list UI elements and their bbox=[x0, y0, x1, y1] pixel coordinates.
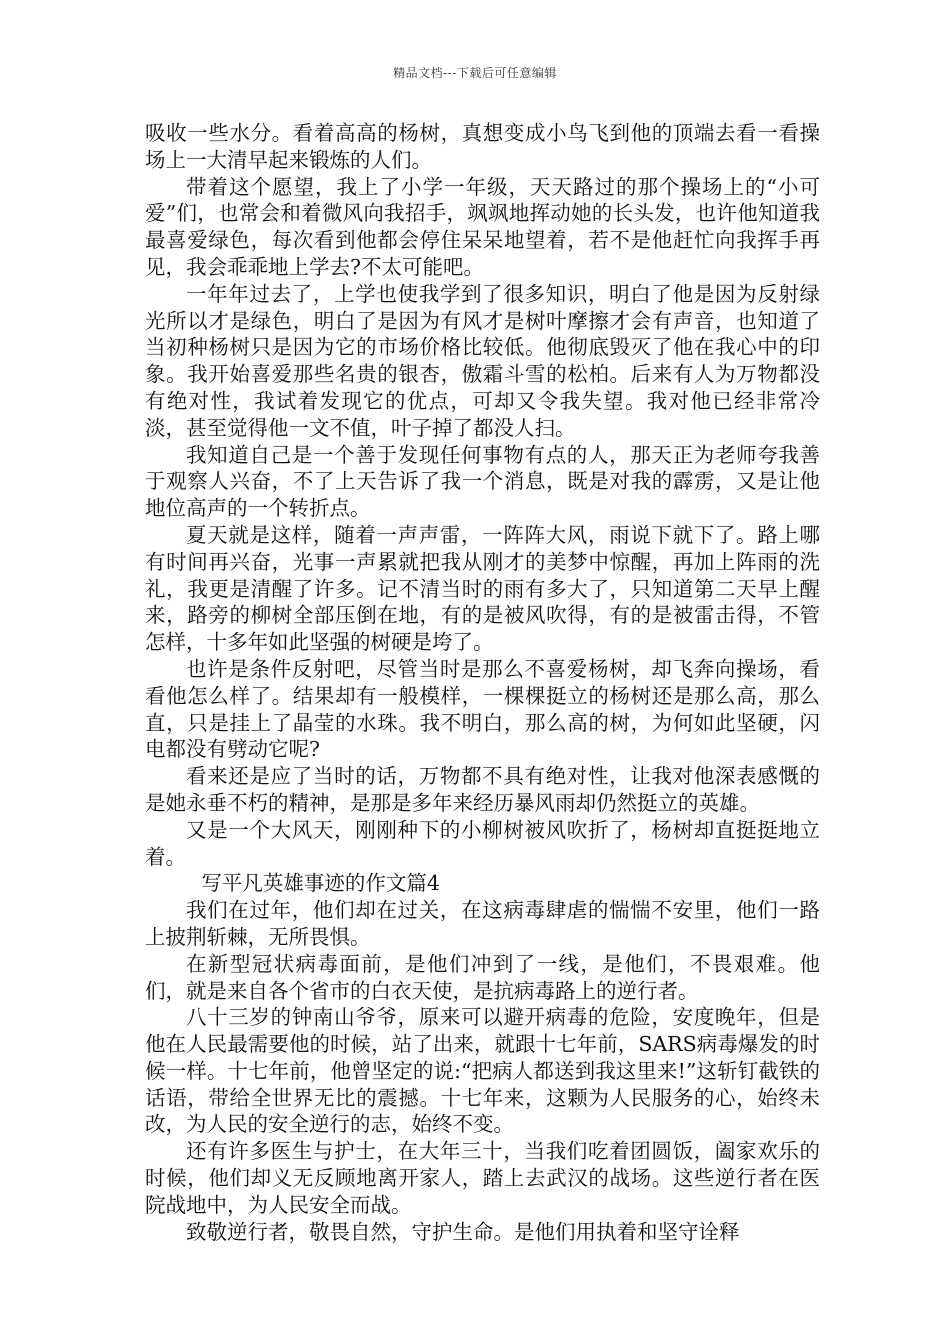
section-heading: 写平凡英雄事迹的作文篇4 bbox=[201, 871, 440, 896]
paragraph: 也许是条件反射吧，尽管当时是那么不喜爱杨树，却飞奔向操场，看看他怎么样了。结果却有一般模样，一棵棵挺立的杨树还是那么高，那么直，只是挂上了晶莹的水珠。我不明白，那么高的树，为何如此坚硬，闪电都没有劈动它呢? bbox=[145, 656, 820, 762]
paragraph: 吸收一些水分。看着高高的杨树，真想变成小鸟飞到他的顶端去看一看操场上一大清早起来锻炼的人们。 bbox=[145, 121, 820, 172]
document-body bbox=[145, 120, 820, 1245]
paragraph: 看来还是应了当时的话，万物都不具有绝对性，让我对他深表感慨的是她永垂不朽的精神，是那是多年来经历暴风雨却仍然挺立的英雄。 bbox=[145, 764, 820, 815]
paragraph: 还有许多医生与护士，在大年三十，当我们吃着团圆饭，阖家欢乐的时候，他们却义无反顾地离开家人，踏上去武汉的战场。这些逆行者在医院战地中，为人民安全而战。 bbox=[145, 1139, 820, 1217]
paragraph: 我知道自己是一个善于发现任何事物有点的人，那天正为老师夸我善于观察人兴奋，不了上天告诉了我一个消息，既是对我的霹雳，又是让他地位高声的一个转折点。 bbox=[145, 442, 820, 521]
paragraph: 夏天就是这样，随着一声声雷，一阵阵大风，雨说下就下了。路上哪有时间再兴奋，光事一声累就把我从刚才的美梦中惊醒，再加上阵雨的洗礼，我更是清醒了许多。记不清当时的雨有多大了，只知道第二天早上醒来，路旁的柳树全部压倒在地，有的是被风吹得，有的是被雷击得，不管怎样，十多年如此坚强的树硬是垮了。 bbox=[145, 522, 820, 655]
page-header: 精品文档---下载后可任意编辑 bbox=[393, 66, 557, 80]
paragraph: 致敬逆行者，敬畏自然，守护生命。是他们用执着和坚守诠释 bbox=[186, 1219, 740, 1244]
paragraph: 又是一个大风天，刚刚种下的小柳树被风吹折了，杨树却直挺挺地立着。 bbox=[145, 817, 820, 869]
paragraph: 我们在过年，他们却在过关，在这病毒肆虐的惴惴不安里，他们一路上披荆斩棘，无所畏惧。 bbox=[145, 898, 820, 949]
paragraph: 带着这个愿望，我上了小学一年级，天天路过的那个操场上的“小可爱”们，也常会和着微风向我招手，飒飒地挥动她的长头发，也许他知道我最喜爱绿色，每次看到他都会停住呆呆地望着，若不是他赶忙向我挥手再见，我会乖乖地上学去?不太可能吧。 bbox=[145, 174, 820, 279]
paragraph: 八十三岁的钟南山爷爷，原来可以避开病毒的危险，安度晚年，但是他在人民最需要他的时候，站了出来，就跟十七年前，SARS病毒爆发的时候一样。十七年前，他曾坚定的说:“把病人都送到我这里来!”这斩钉截铁的话语，带给全世界无比的震撼。十七年来，这颗为人民服务的心，始终未改，为人民的安全逆行的志，始终不变。 bbox=[145, 1005, 820, 1137]
paragraph: 在新型冠状病毒面前，是他们冲到了一线，是他们，不畏艰难。他们，就是来自各个省市的白衣天使，是抗病毒路上的逆行者。 bbox=[145, 951, 820, 1003]
paragraph: 一年年过去了，上学也使我学到了很多知识，明白了他是因为反射绿光所以才是绿色，明白了是因为有风才是树叶摩擦才会有声音，也知道了当初种杨树只是因为它的市场价格比较低。他彻底毁灭了他在我心中的印象。我开始喜爱那些名贵的银杏，傲霜斗雪的松柏。后来有人为万物都没有绝对性，我试着发现它的优点，可却又令我失望。我对他已经非常冷淡，甚至觉得他一文不值，叶子掉了都没人扫。 bbox=[145, 281, 820, 440]
